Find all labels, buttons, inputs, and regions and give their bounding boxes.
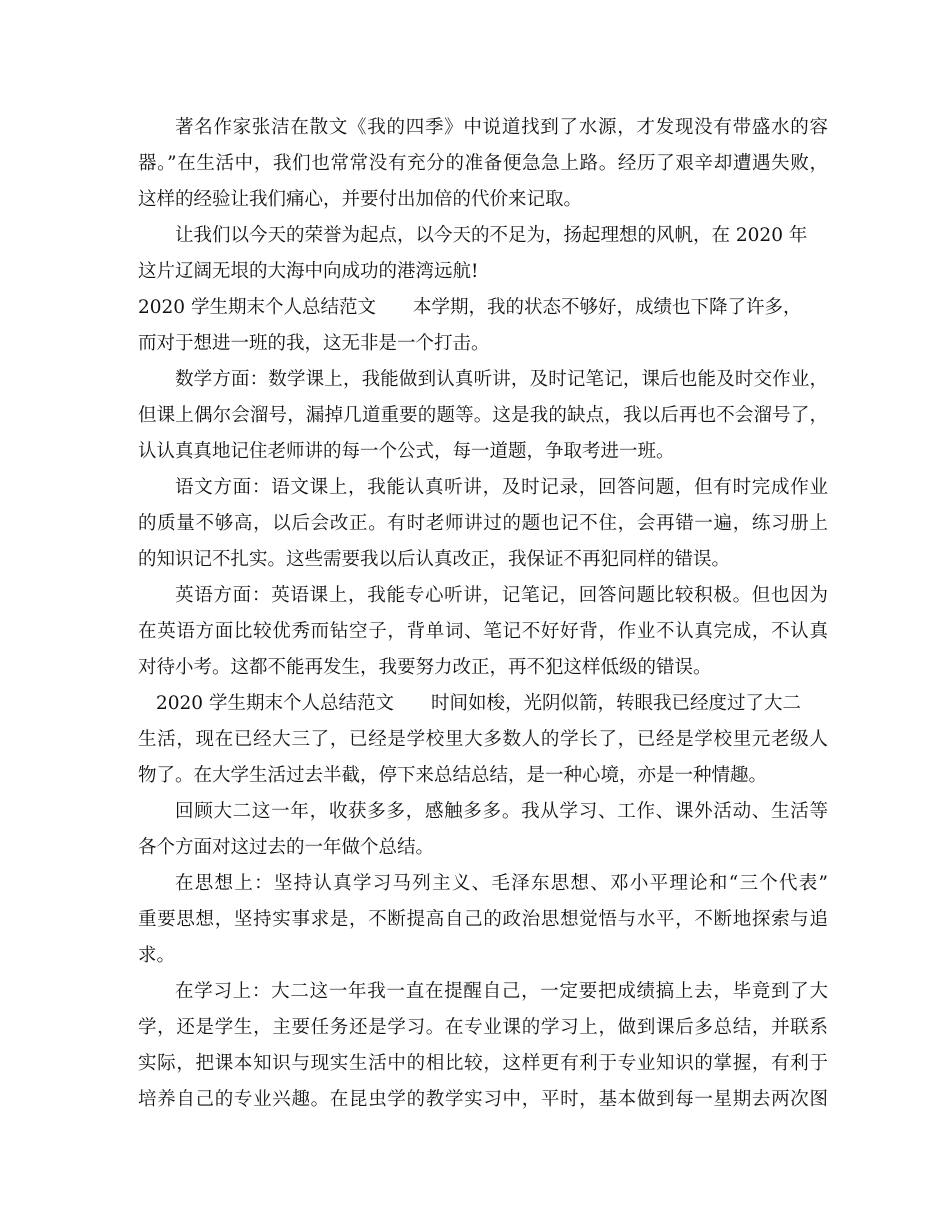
text-line: 对待小考。这都不能再发生，我要努力改正，再不犯这样低级的错误。 — [138, 657, 712, 678]
text-line: 回顾大二这一年，收获多多，感触多多。我从学习、工作、课外活动、生活等 — [175, 801, 828, 822]
text-line: 而对于想进一班的我，这无非是一个打击。 — [138, 333, 490, 354]
text-line: 实际，把课本知识与现实生活中的相比较，这样更有利于专业知识的掌握，有利于 — [138, 1053, 828, 1074]
text-line: 重要思想，坚持实事求是，不断提高自己的政治思想觉悟与水平，不断地探索与追 — [138, 909, 828, 930]
text-line: 物了。在大学生活过去半截，停下来总结总结，是一种心境，亦是一种情趣。 — [138, 765, 768, 786]
text-line: 这样的经验让我们痛心，并要付出加倍的代价来记取。 — [138, 189, 583, 210]
text-line: 语文方面：语文课上，我能认真听讲，及时记录，回答问题，但有时完成作业 — [175, 477, 828, 498]
text-line: 著名作家张洁在散文《我的四季》中说道找到了水源，才发现没有带盛水的容 — [175, 117, 828, 138]
text-line: 学，还是学生，主要任务还是学习。在专业课的学习上，做到课后多总结，并联系 — [138, 1017, 828, 1038]
text-line: 的质量不够高，以后会改正。有时老师讲过的题也记不住，会再错一遍，练习册上 — [138, 513, 828, 534]
text-line: 各个方面对这过去的一年做个总结。 — [138, 837, 435, 858]
section-heading-line: 2020 学生期末个人总结范文 本学期，我的状态不够好，成绩也下降了许多， — [138, 297, 802, 318]
text-line: 让我们以今天的荣誉为起点，以今天的不足为，扬起理想的风帆，在 2020 年 — [175, 225, 808, 246]
text-line: 英语方面：英语课上，我能专心听讲，记笔记，回答问题比较积极。但也因为 — [175, 585, 828, 606]
text-line: 在英语方面比较优秀而钻空子，背单词、笔记不好好背，作业不认真完成，不认真 — [138, 621, 828, 642]
text-line: 在思想上：坚持认真学习马列主义、毛泽东思想、邓小平理论和“三个代表” — [175, 873, 828, 894]
text-line: 数学方面：数学课上，我能做到认真听讲，及时记笔记，课后也能及时交作业， — [175, 369, 828, 390]
text-line: 但课上偶尔会溜号，漏掉几道重要的题等。这是我的缺点，我以后再也不会溜号了， — [138, 405, 828, 426]
text-line: 在学习上：大二这一年我一直在提醒自己，一定要把成绩搞上去，毕竟到了大 — [175, 981, 828, 1002]
text-line: 认认真真地记住老师讲的每一个公式，每一道题，争取考进一班。 — [138, 441, 675, 462]
text-line: 培养自己的专业兴趣。在昆虫学的教学实习中，平时，基本做到每一星期去两次图 — [138, 1089, 828, 1110]
text-line: 求。 — [138, 945, 176, 966]
section-heading-line: 2020 学生期末个人总结范文 时间如梭，光阴似箭，转眼我已经度过了大二 — [156, 693, 801, 714]
text-line: 生活，现在已经大三了，已经是学校里大多数人的学长了，已经是学校里元老级人 — [138, 729, 828, 750]
text-line: 的知识记不扎实。这些需要我以后认真改正，我保证不再犯同样的错误。 — [138, 549, 731, 570]
text-line: 器。”在生活中，我们也常常没有充分的准备便急急上路。经历了艰辛却遭遇失败， — [138, 153, 828, 174]
text-line: 这片辽阔无垠的大海中向成功的港湾远航! — [138, 261, 479, 282]
